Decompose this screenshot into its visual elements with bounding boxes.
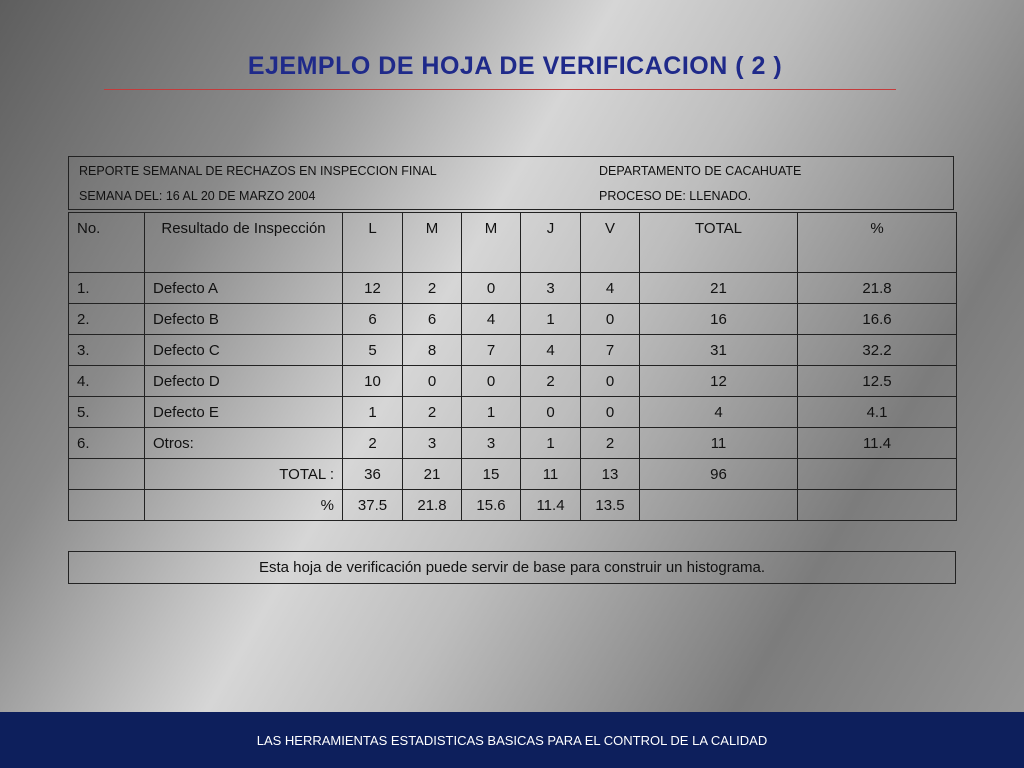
cell-empty <box>798 459 957 490</box>
cell-m2: 1 <box>462 397 521 428</box>
cell-total: 4 <box>640 397 798 428</box>
totals-label: TOTAL : <box>145 459 343 490</box>
cell-l: 5 <box>343 335 403 366</box>
cell-empty <box>69 490 145 521</box>
col-header-pct: % <box>798 213 957 273</box>
cell-defect: Defecto E <box>145 397 343 428</box>
table-row <box>69 273 957 304</box>
col-header-result: Resultado de Inspección <box>145 213 343 273</box>
cell-total: 12 <box>640 366 798 397</box>
week-label: SEMANA DEL: 16 AL 20 DE MARZO 2004 <box>79 189 316 203</box>
cell-m1: 2 <box>403 397 462 428</box>
cell-v: 0 <box>581 304 640 335</box>
note-text: Esta hoja de verificación puede servir de base para construir un histograma. <box>258 559 766 576</box>
cell-j: 4 <box>521 335 581 366</box>
process-label: PROCESO DE: LLENADO. <box>599 189 752 203</box>
table-row <box>69 428 957 459</box>
pct-m1: 21.8 <box>403 490 462 521</box>
cell-pct: 4.1 <box>798 397 957 428</box>
cell-pct: 11.4 <box>798 428 957 459</box>
cell-no: 2. <box>69 304 145 335</box>
cell-v: 0 <box>581 366 640 397</box>
cell-total: 31 <box>640 335 798 366</box>
footer-bar <box>0 712 1024 768</box>
department-label: DEPARTAMENTO DE CACAHUATE <box>599 164 802 178</box>
cell-l: 12 <box>343 273 403 304</box>
table-row <box>69 366 957 397</box>
note-box <box>68 551 956 584</box>
total-v: 13 <box>581 459 640 490</box>
cell-empty <box>640 490 798 521</box>
cell-defect: Defecto A <box>145 273 343 304</box>
col-header-m2: M <box>462 213 521 273</box>
cell-pct: 21.8 <box>798 273 957 304</box>
grand-total: 96 <box>640 459 798 490</box>
cell-l: 10 <box>343 366 403 397</box>
total-l: 36 <box>343 459 403 490</box>
page-title: EJEMPLO DE HOJA DE VERIFICACION ( 2 ) <box>247 52 783 80</box>
cell-j: 2 <box>521 366 581 397</box>
cell-defect: Otros: <box>145 428 343 459</box>
cell-m2: 0 <box>462 273 521 304</box>
cell-no: 3. <box>69 335 145 366</box>
table-row <box>69 335 957 366</box>
cell-no: 4. <box>69 366 145 397</box>
cell-total: 11 <box>640 428 798 459</box>
table-row <box>69 304 957 335</box>
pct-m2: 15.6 <box>462 490 521 521</box>
check-sheet-table <box>68 212 957 521</box>
cell-v: 0 <box>581 397 640 428</box>
percents-label: % <box>145 490 343 521</box>
cell-empty <box>798 490 957 521</box>
cell-no: 6. <box>69 428 145 459</box>
cell-m2: 0 <box>462 366 521 397</box>
cell-defect: Defecto D <box>145 366 343 397</box>
cell-pct: 32.2 <box>798 335 957 366</box>
cell-m1: 0 <box>403 366 462 397</box>
cell-m2: 7 <box>462 335 521 366</box>
pct-l: 37.5 <box>343 490 403 521</box>
cell-v: 2 <box>581 428 640 459</box>
cell-m2: 3 <box>462 428 521 459</box>
pct-v: 13.5 <box>581 490 640 521</box>
cell-m1: 8 <box>403 335 462 366</box>
footer-text: LAS HERRAMIENTAS ESTADISTICAS BASICAS PARA EL CONTROL DE LA CALIDAD <box>256 732 768 748</box>
cell-empty <box>69 459 145 490</box>
col-header-no: No. <box>69 213 145 273</box>
report-header <box>68 156 954 210</box>
cell-total: 16 <box>640 304 798 335</box>
cell-l: 1 <box>343 397 403 428</box>
cell-total: 21 <box>640 273 798 304</box>
title-underline <box>104 89 896 90</box>
cell-m2: 4 <box>462 304 521 335</box>
cell-defect: Defecto B <box>145 304 343 335</box>
col-header-m1: M <box>403 213 462 273</box>
table-row <box>69 397 957 428</box>
pct-j: 11.4 <box>521 490 581 521</box>
col-header-l: L <box>343 213 403 273</box>
percents-row <box>69 490 957 521</box>
total-j: 11 <box>521 459 581 490</box>
cell-j: 1 <box>521 428 581 459</box>
cell-no: 1. <box>69 273 145 304</box>
cell-j: 0 <box>521 397 581 428</box>
cell-no: 5. <box>69 397 145 428</box>
cell-m1: 2 <box>403 273 462 304</box>
cell-defect: Defecto C <box>145 335 343 366</box>
report-title: REPORTE SEMANAL DE RECHAZOS EN INSPECCION FINAL <box>79 164 437 178</box>
col-header-total: TOTAL <box>640 213 798 273</box>
total-m1: 21 <box>403 459 462 490</box>
total-m2: 15 <box>462 459 521 490</box>
col-header-v: V <box>581 213 640 273</box>
cell-v: 4 <box>581 273 640 304</box>
cell-l: 2 <box>343 428 403 459</box>
cell-j: 1 <box>521 304 581 335</box>
table-header-row <box>69 213 957 273</box>
cell-v: 7 <box>581 335 640 366</box>
cell-l: 6 <box>343 304 403 335</box>
cell-pct: 12.5 <box>798 366 957 397</box>
cell-m1: 6 <box>403 304 462 335</box>
col-header-j: J <box>521 213 581 273</box>
cell-m1: 3 <box>403 428 462 459</box>
cell-j: 3 <box>521 273 581 304</box>
cell-pct: 16.6 <box>798 304 957 335</box>
totals-row <box>69 459 957 490</box>
